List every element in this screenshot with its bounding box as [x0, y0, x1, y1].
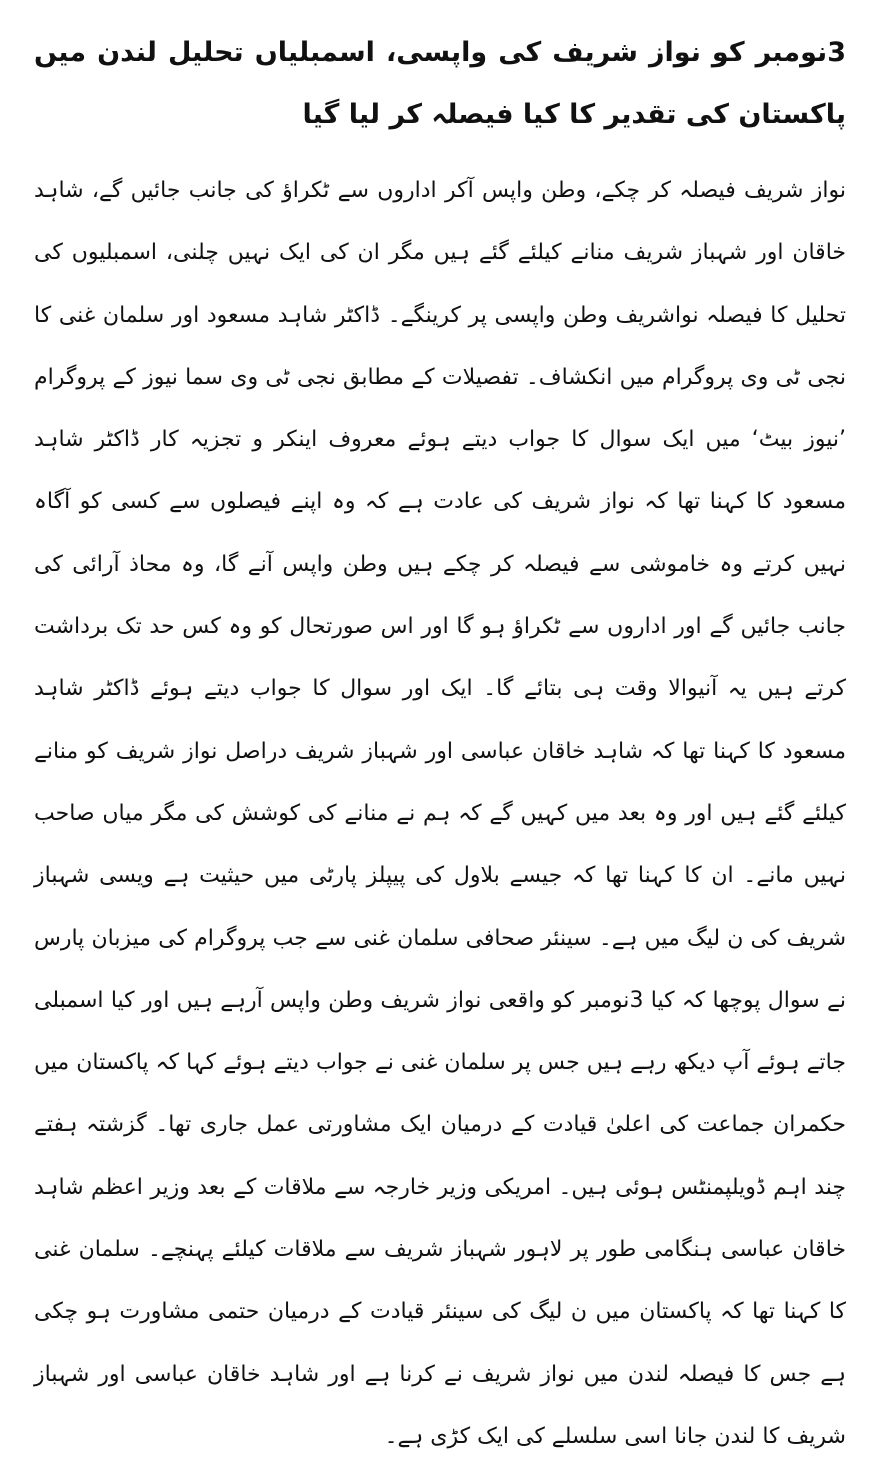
article-headline: 3نومبر کو نواز شریف کی واپسی، اسمبلیاں تحلیل لندن میں پاکستان کی تقدیر کا کیا فیصلہ کر لیا گیا	[34, 37, 846, 130]
article-body: نواز شریف فیصلہ کر چکے، وطن واپس آکر اداروں سے ٹکراؤ کی جانب جائیں گے، شاہد خاقان اور شہباز شریف منانے کیلئے گئے ہیں مگر ان کی ایک نہیں چلنی، اسمبلیوں کی تحلیل کا فیصلہ نواشریف وطن واپسی پر کرینگے۔ ڈاکٹر شاہد مسعود اور سلمان غنی کا نجی ٹی وی پروگرام میں انکشاف۔ تفصیلات کے مطابق نجی ٹی وی سما نیوز کے پروگرام ’نیوز بیٹ‘ میں ایک سوال کا جواب دیتے ہوئے معروف اینکر و تجزیہ کار ڈاکٹر شاہد مسعود کا کہنا تھا کہ نواز شریف کی عادت ہے کہ وہ اپنے فیصلوں سے کسی کو آگاہ نہیں کرتے وہ خاموشی سے فیصلہ کر چکے ہیں وطن واپس آنے گا، وہ محاذ آرائی کی جانب جائیں گے اور اداروں سے ٹکراؤ ہو گا اور اس صورتحال کو وہ کس حد تک برداشت کرتے ہیں یہ آنیوالا وقت ہی بتائے گا۔ ایک اور سوال کا جواب دیتے ہوئے ڈاکٹر شاہد مسعود کا کہنا تھا کہ شاہد خاقان عباسی اور شہباز شریف دراصل نواز شریف کو منانے کیلئے گئے ہیں اور وہ بعد میں کہیں گے کہ ہم نے منانے کی کوشش کی مگر میاں صاحب نہیں مانے۔ ان کا کہنا تھا کہ جیسے بلاول کی پیپلز پارٹی میں حیثیت ہے ویسی شہباز شریف کی ن لیگ میں ہے۔ سینئر صحافی سلمان غنی سے جب پروگرام کی میزبان پارس نے سوال پوچھا کہ کیا 3نومبر کو واقعی نواز شریف وطن واپس آرہے ہیں اور کیا اسمبلی جاتے ہوئے آپ دیکھ رہے ہیں جس پر سلمان غنی نے جواب دیتے ہوئے کہا کہ پاکستان میں حکمران جماعت کی اعلیٰ قیادت کے درمیان ایک مشاورتی عمل جاری تھا۔ گزشتہ ہفتے چند اہم ڈویلپمنٹس ہوئی ہیں۔ امریکی وزیر خارجہ سے ملاقات کے بعد وزیر اعظم شاہد خاقان عباسی ہنگامی طور پر لاہور شہباز شریف سے ملاقات کیلئے پہنچے۔ سلمان غنی کا کہنا تھا کہ پاکستان میں ن لیگ کی سینئر قیادت کے درمیان حتمی مشاورت ہو چکی ہے جس کا فیصلہ لندن میں نواز شریف نے کرنا ہے اور شاہد خاقان عباسی اور شہباز شریف کا لندن جانا اسی سلسلے کی ایک کڑی ہے۔	[34, 178, 846, 1449]
